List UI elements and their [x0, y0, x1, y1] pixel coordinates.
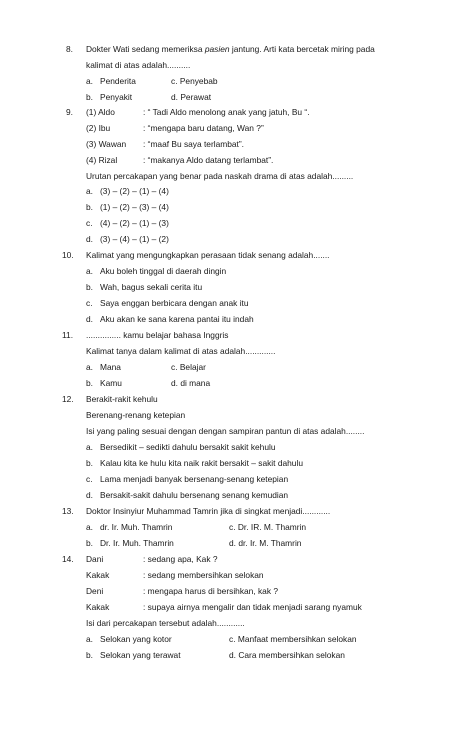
- question-text: Doktor Insinyiur Muhammad Tamrin jika di singkat menjadi............: [86, 506, 331, 516]
- option-text: Dr. Ir. Muh. Thamrin: [100, 538, 174, 548]
- dialog-line: : “maaf Bu saya terlambat”.: [143, 139, 245, 149]
- option-text: (3) – (2) – (1) – (4): [100, 186, 169, 196]
- option-label: a.: [86, 634, 93, 644]
- option-text: Selokan yang kotor: [100, 634, 172, 644]
- dialog-speaker: (2) Ibu: [86, 123, 111, 133]
- option-label: d.: [86, 234, 93, 244]
- option-text: Aku akan ke sana karena pantai itu indah: [100, 314, 254, 324]
- option-text: (1) – (2) – (3) – (4): [100, 202, 169, 212]
- option-label: a.: [86, 186, 93, 196]
- option-text: d. Cara membersihkan selokan: [229, 650, 345, 660]
- option-text: d. Perawat: [171, 92, 212, 102]
- dialog-speaker: (4) Rizal: [86, 155, 118, 165]
- option-text: c. Dr. IR. M. Thamrin: [229, 522, 307, 532]
- dialog-line: : “ Tadi Aldo menolong anak yang jatuh, Bu “.: [143, 107, 310, 117]
- question-prompt: Kalimat tanya dalam kalimat di atas adalah.............: [86, 346, 276, 356]
- option-text: Penderita: [100, 76, 136, 86]
- option-label: b.: [86, 458, 93, 468]
- option-text: Selokan yang terawat: [100, 650, 181, 660]
- question-prompt: Isi dari percakapan tersebut adalah............: [86, 618, 245, 628]
- option-label: c.: [86, 474, 93, 484]
- question-number: 11.: [62, 330, 74, 340]
- dialog-speaker: (1) Aldo: [86, 107, 115, 117]
- dialog-line: : “makanya Aldo datang terlambat”.: [143, 155, 274, 165]
- option-label: b.: [86, 650, 93, 660]
- question-prompt: Urutan percakapan yang benar pada naskah drama di atas adalah.........: [86, 171, 354, 181]
- dialog-speaker: Kakak: [86, 602, 110, 612]
- option-text: Lama menjadi banyak bersenang-senang ketepian: [100, 474, 289, 484]
- dialog-speaker: Kakak: [86, 570, 110, 580]
- dialog-line: : mengapa harus di bersihkan, kak ?: [143, 586, 279, 596]
- option-text: c. Belajar: [171, 362, 206, 372]
- question-number: 8.: [66, 44, 73, 54]
- option-label: a.: [86, 442, 93, 452]
- option-text: d. dr. Ir. M. Thamrin: [229, 538, 302, 548]
- option-label: b.: [86, 92, 93, 102]
- option-text: Wah, bagus sekali cerita itu: [100, 282, 203, 292]
- dialog-speaker: Dani: [86, 554, 104, 564]
- pantun-line: Berenang-renang ketepian: [86, 410, 186, 420]
- option-label: a.: [86, 522, 93, 532]
- question-number: 12.: [62, 394, 74, 404]
- option-label: d.: [86, 314, 93, 324]
- question-number: 9.: [66, 107, 73, 117]
- option-text: Bersakit-sakit dahulu bersenang senang kemudian: [100, 490, 289, 500]
- question-text: Kalimat yang mengungkapkan perasaan tidak senang adalah.......: [86, 250, 330, 260]
- option-label: a.: [86, 76, 93, 86]
- option-text: d. di mana: [171, 378, 211, 388]
- option-text: Aku boleh tinggal di daerah dingin: [100, 266, 227, 276]
- option-text: Penyakit: [100, 92, 133, 102]
- option-text: c. Manfaat membersihkan selokan: [229, 634, 357, 644]
- dialog-speaker: Deni: [86, 586, 104, 596]
- option-text: Saya enggan berbicara dengan anak itu: [100, 298, 249, 308]
- option-text: (3) – (4) – (1) – (2): [100, 234, 169, 244]
- option-text: Bersedikit – sedikti dahulu bersakit sakit kehulu: [100, 442, 276, 452]
- dialog-line: : “mengapa baru datang, Wan ?”: [143, 123, 264, 133]
- dialog-speaker: (3) Wawan: [86, 139, 127, 149]
- option-label: b.: [86, 202, 93, 212]
- question-text-cont: kalimat di atas adalah..........: [86, 60, 191, 70]
- question-number: 13.: [62, 506, 74, 516]
- option-label: b.: [86, 282, 93, 292]
- dialog-line: : sedang apa, Kak ?: [143, 554, 218, 564]
- option-label: c.: [86, 218, 93, 228]
- option-label: b.: [86, 538, 93, 548]
- dialog-line: : supaya airnya mengalir dan tidak menjadi sarang nyamuk: [143, 602, 362, 612]
- option-label: c.: [86, 298, 93, 308]
- question-prompt: Isi yang paling sesuai dengan dengan sampiran pantun di atas adalah........: [86, 426, 365, 436]
- option-text: dr. Ir. Muh. Thamrin: [100, 522, 173, 532]
- question-number: 10.: [62, 250, 74, 260]
- option-text: c. Penyebab: [171, 76, 218, 86]
- question-number: 14.: [62, 554, 74, 564]
- option-text: (4) – (2) – (1) – (3): [100, 218, 169, 228]
- dialog-line: : sedang membersihkan selokan: [143, 570, 264, 580]
- option-text: Kalau kita ke hulu kita naik rakit bersakit – sakit dahulu: [100, 458, 303, 468]
- option-label: b.: [86, 378, 93, 388]
- option-label: a.: [86, 362, 93, 372]
- pantun-line: Berakit-rakit kehulu: [86, 394, 158, 404]
- option-label: d.: [86, 490, 93, 500]
- question-text: ............... kamu belajar bahasa Inggris: [86, 330, 229, 340]
- option-text: Mana: [100, 362, 121, 372]
- option-label: a.: [86, 266, 93, 276]
- question-text: Dokter Wati sedang memeriksa pasien jantung. Arti kata bercetak miring pada: [86, 44, 375, 54]
- option-text: Kamu: [100, 378, 122, 388]
